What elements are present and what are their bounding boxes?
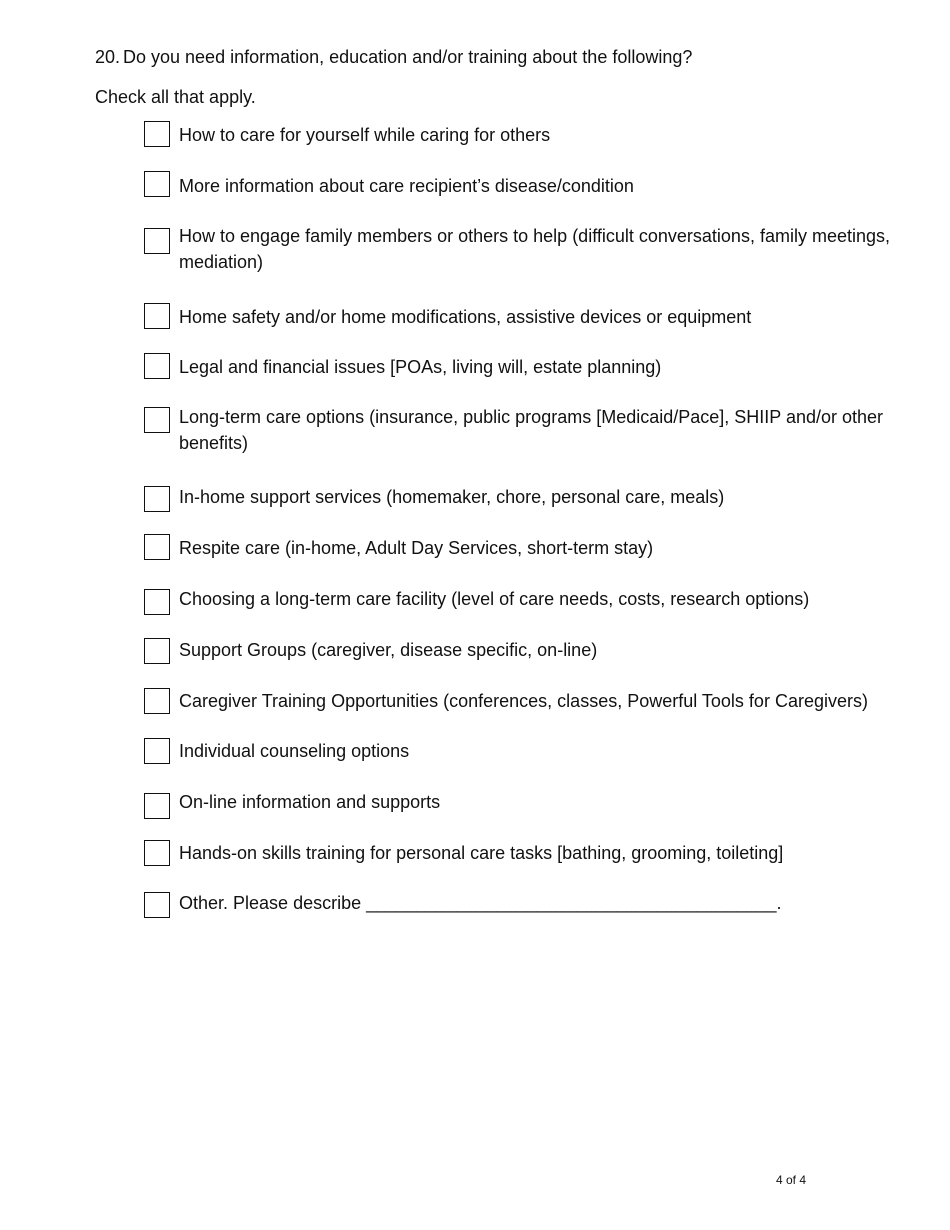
question-text: Do you need information, education and/or training about the following? [123,47,693,67]
option-checkbox[interactable] [144,892,170,918]
option-label: On-line information and supports [179,792,441,812]
option-label: Choosing a long-term care facility (level of care needs, costs, research options) [179,589,810,609]
check-all-instruction: Check all that apply. [95,87,256,107]
option-checkbox[interactable] [144,589,170,615]
option-label: Individual counseling options [179,741,410,761]
option-checkbox[interactable] [144,534,170,560]
question-number: 20. [95,47,121,67]
option-checkbox[interactable] [144,793,170,819]
option-checkbox[interactable] [144,738,170,764]
option-label: How to engage family members or others to help (difficult conversations, family meetings, mediation) [179,226,890,272]
option-checkbox[interactable] [144,688,170,714]
option-label: In-home support services (homemaker, chore, personal care, meals) [179,487,725,507]
option-label: Hands-on skills training for personal care tasks [bathing, grooming, toileting] [179,843,784,863]
option-label: Caregiver Training Opportunities (conferences, classes, Powerful Tools for Caregivers) [179,691,868,711]
option-checkbox[interactable] [144,171,170,197]
question-20 [95,45,692,69]
option-checkbox[interactable] [144,486,170,512]
option-label: Home safety and/or home modifications, assistive devices or equipment [179,307,752,327]
option-label: Legal and financial issues [POAs, living will, estate planning) [179,357,662,377]
option-label: Other. Please describe _________________________________________. [179,893,782,913]
option-checkbox[interactable] [144,228,170,254]
option-checkbox[interactable] [144,121,170,147]
option-checkbox[interactable] [144,840,170,866]
option-checkbox[interactable] [144,407,170,433]
option-label: Long-term care options (insurance, public programs [Medicaid/Pace], SHIIP and/or other benefits) [179,407,884,453]
page-number: 4 of 4 [776,1173,807,1187]
option-checkbox[interactable] [144,303,170,329]
option-label: How to care for yourself while caring for others [179,125,551,145]
option-checkbox[interactable] [144,353,170,379]
option-label: Respite care (in-home, Adult Day Services, short-term stay) [179,538,654,558]
option-label: Support Groups (caregiver, disease specific, on-line) [179,640,598,660]
option-label: More information about care recipient’s disease/condition [179,176,634,196]
option-checkbox[interactable] [144,638,170,664]
